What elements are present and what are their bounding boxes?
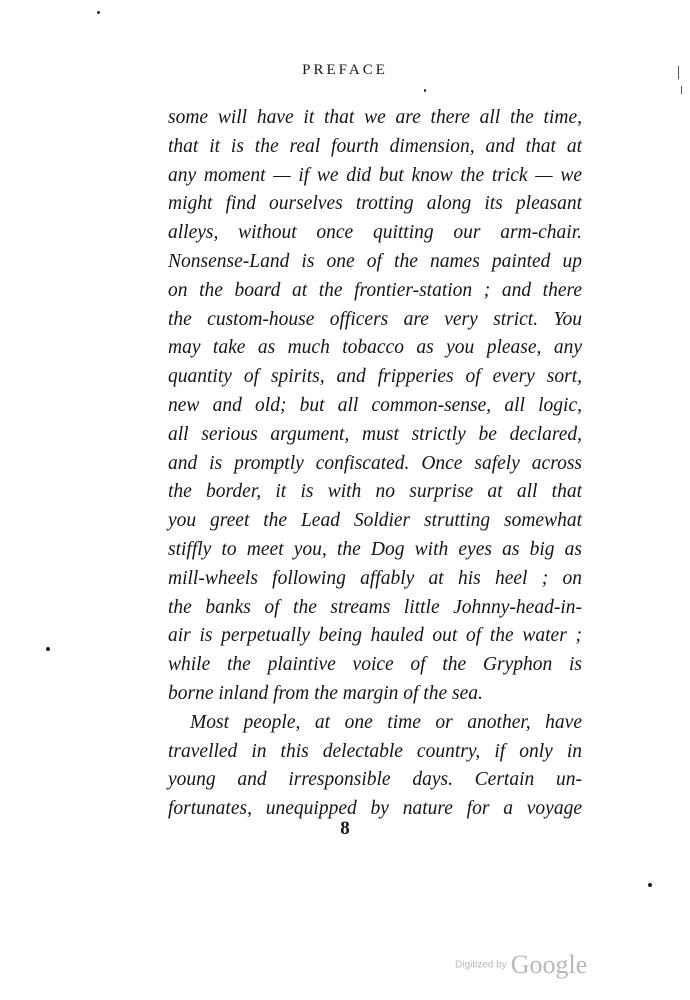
text-line: while the plaintive voice of the Gryphon is bbox=[168, 654, 582, 676]
text-line: fortunates, unequipped by nature for a voyage bbox=[168, 798, 582, 820]
ink-speck bbox=[424, 89, 426, 92]
text-line: Nonsense-Land is one of the names painted up bbox=[168, 250, 582, 272]
watermark-prefix: Digitized by bbox=[455, 959, 507, 971]
text-line: travelled in this delectable country, if only in bbox=[168, 740, 582, 762]
ink-speck bbox=[46, 647, 50, 651]
ink-speck bbox=[648, 883, 652, 887]
text-line: might find ourselves trotting along its pleasant bbox=[168, 193, 582, 215]
running-head: PREFACE bbox=[302, 62, 388, 78]
text-line: you greet the Lead Soldier strutting somewhat bbox=[168, 510, 582, 532]
text-line: some will have it that we are there all the time, bbox=[168, 107, 582, 128]
text-line: mill-wheels following affably at his heel ; on bbox=[168, 567, 582, 589]
text-line: all serious argument, must strictly be declared, bbox=[168, 423, 582, 445]
text-line: Most people, at one time or another, have bbox=[190, 711, 582, 733]
text-line: may take as much tobacco as you please, any bbox=[168, 337, 582, 359]
text-line: borne inland from the margin of the sea. bbox=[168, 682, 483, 704]
text-line: stiffly to meet you, the Dog with eyes as big as bbox=[168, 538, 582, 560]
text-line: any moment — if we did but know the trick — we bbox=[168, 164, 582, 186]
text-line: and is promptly confiscated. Once safely across bbox=[168, 452, 582, 474]
text-line: alleys, without once quitting our arm-chair. bbox=[168, 222, 582, 244]
ink-speck bbox=[97, 11, 100, 14]
text-line: the banks of the streams little Johnny-head-in- bbox=[168, 596, 582, 618]
text-line: on the board at the frontier-station ; and there bbox=[168, 279, 582, 301]
body-text bbox=[168, 104, 582, 824]
text-line: new and old; but all common-sense, all logic, bbox=[168, 394, 582, 416]
edge-mark bbox=[678, 66, 679, 79]
text-line: young and irresponsible days. Certain un- bbox=[168, 769, 582, 791]
text-line: air is perpetually being hauled out of the water ; bbox=[168, 625, 582, 647]
text-line: that it is the real fourth dimension, and that at bbox=[168, 135, 582, 157]
text-line: quantity of spirits, and fripperies of every sort, bbox=[168, 366, 582, 388]
watermark-logo: Google bbox=[510, 950, 588, 979]
text-line: the border, it is with no surprise at all that bbox=[168, 481, 582, 503]
page-number: 8 bbox=[340, 818, 350, 839]
digitization-watermark bbox=[455, 950, 587, 980]
edge-mark bbox=[681, 86, 682, 94]
text-line: the custom-house officers are very strict. You bbox=[168, 308, 582, 330]
